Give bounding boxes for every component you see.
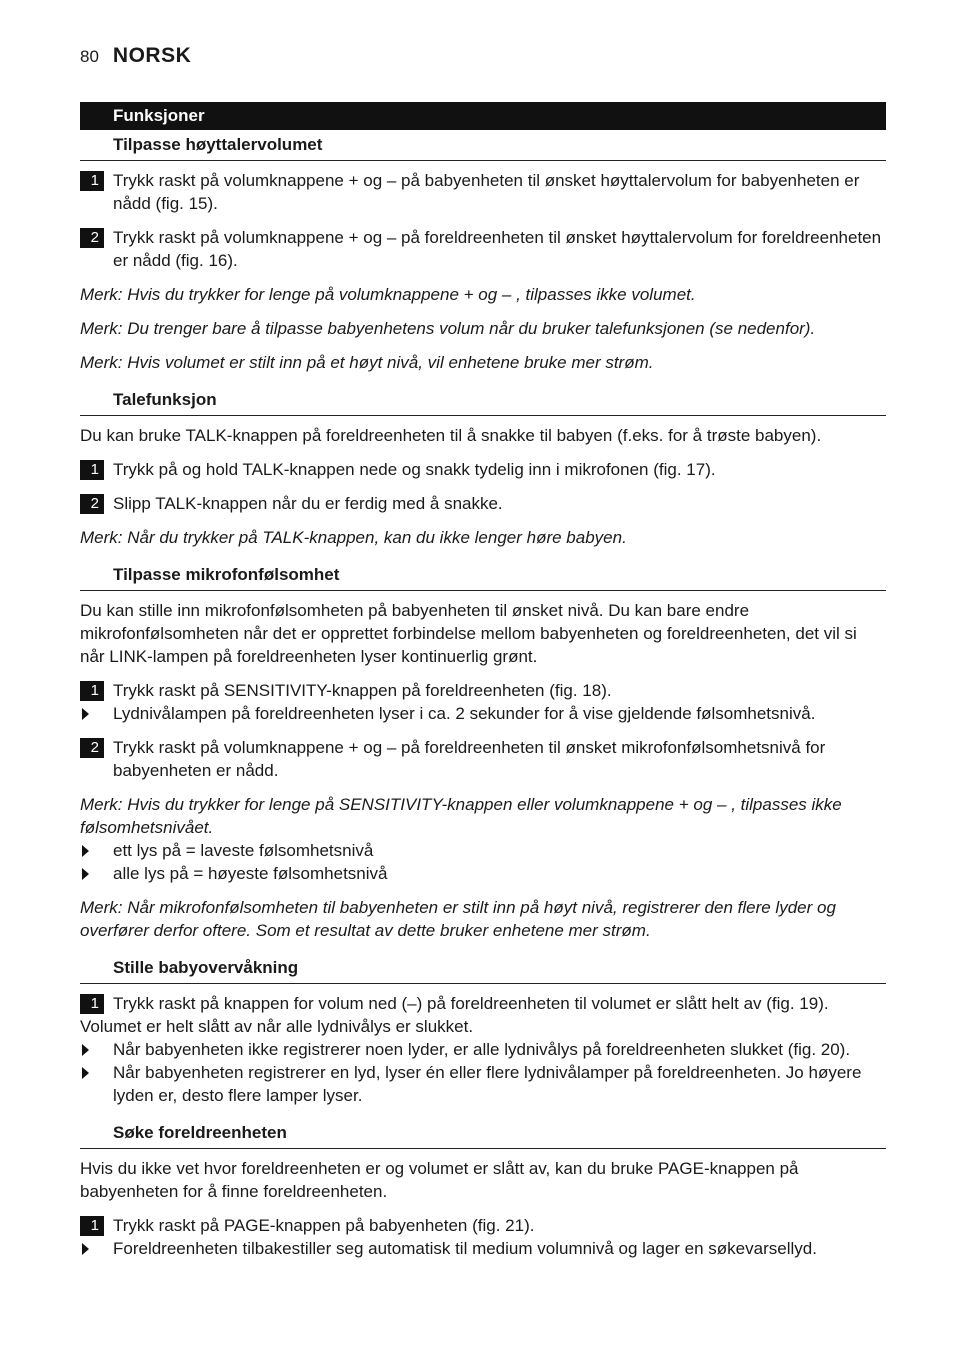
- page-header: [80, 44, 886, 80]
- note-text: Merk: Hvis du trykker for lenge på SENSITIVITY-knappen eller volumknappene + og – , tilpasses ikke følsomhetsnivået.: [80, 795, 842, 837]
- manual-page: [80, 44, 886, 1260]
- note-text: Merk: Du trenger bare å tilpasse babyenhetens volum når du bruker talefunksjonen (se nedenfor).: [80, 319, 816, 338]
- bullet-arrow-icon: [82, 1067, 89, 1079]
- bullet-arrow-icon: [82, 1243, 89, 1255]
- step-text: Trykk på og hold TALK-knappen nede og snakk tydelig inn i mikrofonen (fig. 17).: [113, 460, 716, 479]
- bullet-item: [80, 862, 886, 885]
- bullet-item: [80, 839, 886, 862]
- bullet-text: Når babyenheten registrerer en lyd, lyser én eller flere lydnivålamper på foreldreenheten. Jo høyere lyden er, desto flere lamper lyser.: [113, 1063, 862, 1105]
- bullet-arrow-icon: [82, 708, 89, 720]
- step-number: 1: [80, 171, 104, 191]
- subheading-talk-function: Talefunksjon: [80, 385, 886, 416]
- subheading-speaker-volume: Tilpasse høyttalervolumet: [80, 130, 886, 161]
- step-number: 1: [80, 681, 104, 701]
- step-text: Trykk raskt på SENSITIVITY-knappen på foreldreenheten (fig. 18).: [113, 681, 612, 700]
- step-item: [80, 458, 886, 481]
- step-item: [80, 1214, 886, 1237]
- step-text: Slipp TALK-knappen når du er ferdig med å snakke.: [113, 494, 503, 513]
- step-number: 1: [80, 994, 104, 1014]
- step-item: [80, 226, 886, 272]
- subheading-find-parent-unit: Søke foreldreenheten: [80, 1118, 886, 1149]
- bullet-arrow-icon: [82, 868, 89, 880]
- bullet-item: [80, 702, 886, 725]
- step-item: [80, 492, 886, 515]
- step-text: Trykk raskt på volumknappene + og – på foreldreenheten til ønsket høyttalervolum for foreldreenheten er nådd (fig. 16).: [113, 228, 882, 270]
- bullet-item: [80, 1038, 886, 1061]
- step-number: 2: [80, 738, 104, 758]
- intro-paragraph: Hvis du ikke vet hvor foreldreenheten er og volumet er slått av, kan du bruke PAGE-knappen på babyenheten for å finne foreldreenheten.: [80, 1159, 799, 1201]
- step-item: [80, 736, 886, 782]
- bullet-text: alle lys på = høyeste følsomhetsnivå: [113, 864, 388, 883]
- step-text: Trykk raskt på PAGE-knappen på babyenheten (fig. 21).: [113, 1216, 535, 1235]
- note-text: Merk: Når mikrofonfølsomheten til babyenheten er stilt inn på høyt nivå, registrerer den flere lyder og overfører derfor oftere. Som et resultat av dette bruker enhetene mer strøm.: [80, 898, 836, 940]
- step-number: 1: [80, 460, 104, 480]
- intro-paragraph: Du kan stille inn mikrofonfølsomheten på babyenheten til ønsket nivå. Du kan bare endre mikrofonfølsomheten når det er opprettet forbindelse mellom babyenheten og foreldreenheten, det vil si når LINK-lampen på foreldreenheten lyser kontinuerlig grønt.: [80, 601, 857, 666]
- step-text: Trykk raskt på volumknappene + og – på foreldreenheten til ønsket mikrofonfølsomhetsnivå for babyenheten er nådd.: [113, 738, 826, 780]
- step-number: 2: [80, 494, 104, 514]
- bullet-arrow-icon: [82, 845, 89, 857]
- bullet-text: Når babyenheten ikke registrerer noen lyder, er alle lydnivålys på foreldreenheten slukket (fig. 20).: [113, 1040, 851, 1059]
- bullet-text: ett lys på = laveste følsomhetsnivå: [113, 841, 374, 860]
- bullet-item: [80, 1237, 886, 1260]
- step-text: Trykk raskt på volumknappene + og – på babyenheten til ønsket høyttalervolum for babyenheten er nådd (fig. 15).: [113, 171, 860, 213]
- step-number: 2: [80, 228, 104, 248]
- info-paragraph: Volumet er helt slått av når alle lydnivålys er slukket.: [80, 1017, 474, 1036]
- intro-paragraph: Du kan bruke TALK-knappen på foreldreenheten til å snakke til babyen (f.eks. for å trøste babyen).: [80, 426, 822, 445]
- bullet-arrow-icon: [82, 1044, 89, 1056]
- page-number: 80: [80, 47, 99, 66]
- step-item: [80, 992, 886, 1015]
- subheading-mute-monitor: Stille babyovervåkning: [80, 953, 886, 984]
- step-item: [80, 679, 886, 702]
- note-text: Merk: Hvis volumet er stilt inn på et høyt nivå, vil enhetene bruke mer strøm.: [80, 353, 654, 372]
- bullet-text: Foreldreenheten tilbakestiller seg automatisk til medium volumnivå og lager en søkevarsellyd.: [113, 1239, 817, 1258]
- language-title: NORSK: [112, 44, 192, 67]
- step-text: Trykk raskt på knappen for volum ned (–) på foreldreenheten til volumet er slått helt av (fig. 19).: [113, 994, 829, 1013]
- step-number: 1: [80, 1216, 104, 1236]
- subheading-mic-sensitivity: Tilpasse mikrofonfølsomhet: [80, 560, 886, 591]
- note-text: Merk: Når du trykker på TALK-knappen, kan du ikke lenger høre babyen.: [80, 528, 627, 547]
- bullet-item: [80, 1061, 886, 1107]
- note-text: Merk: Hvis du trykker for lenge på volumknappene + og – , tilpasses ikke volumet.: [80, 285, 696, 304]
- step-item: [80, 169, 886, 215]
- section-title-bar: Funksjoner: [80, 102, 886, 130]
- bullet-text: Lydnivålampen på foreldreenheten lyser i ca. 2 sekunder for å vise gjeldende følsomhetsnivå.: [113, 704, 816, 723]
